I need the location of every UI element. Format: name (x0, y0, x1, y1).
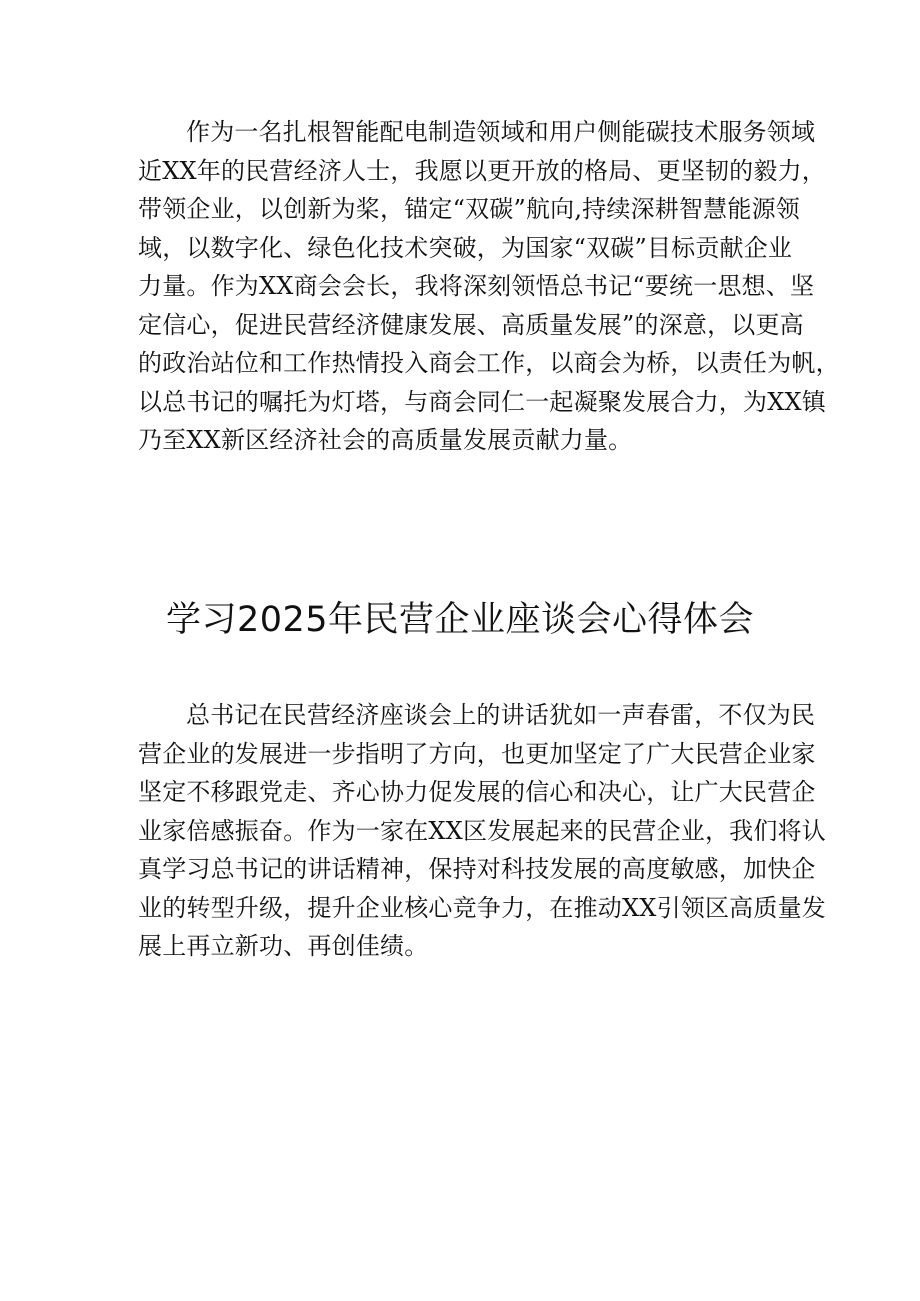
paragraph-line: 业的转型升级，提升企业核心竞争力，在推动XX引领区高质量发 (138, 893, 826, 922)
paragraph-line: 坚定不移跟党走、齐心协力促发展的信心和决心，让广大民营企 (138, 778, 816, 806)
paragraph-line: 展上再立新功、再创佳绩。 (138, 932, 429, 960)
paragraph-line: 乃至XX新区经济社会的高质量发展贡献力量。 (138, 426, 633, 454)
paragraph-line: 以总书记的嘱托为灯塔，与商会同仁一起凝聚发展合力，为XX镇 (138, 387, 826, 416)
section-title: 学习2025年民营企业座谈会心得体会 (165, 600, 755, 640)
paragraph-line: 力量。作为XX商会会长，我将深刻领悟总书记“要统一思想、坚 (138, 272, 815, 300)
paragraph-line: 真学习总书记的讲话精神，保持对科技发展的高度敏感，加快企 (138, 855, 816, 883)
paragraph-line: 定信心，促进民营经济健康发展、高质量发展”的深意，以更高 (138, 310, 804, 339)
paragraph-line: 作为一名扎根智能配电制造领域和用户侧能碳技术服务领域 (186, 118, 816, 146)
paragraph-line: 业家倍感振奋。作为一家在XX区发展起来的民营企业，我们将认 (138, 816, 826, 845)
paragraph-line: 总书记在民营经济座谈会上的讲话犹如一声春雷，不仅为民 (186, 701, 816, 729)
paragraph-line: 的政治站位和工作热情投入商会工作，以商会为桥，以责任为帆， (138, 349, 840, 377)
paragraph-line: 近XX年的民营经济人士，我愿以更开放的格局、更坚韧的毅力， (138, 156, 826, 185)
paragraph-line: 营企业的发展进一步指明了方向，也更加坚定了广大民营企业家 (138, 739, 816, 768)
paragraph-1 (138, 113, 840, 460)
paragraph-2 (138, 696, 826, 966)
paragraph-line: 带领企业，以创新为桨，锚定“双碳”航向,持续深耕智慧能源领 (138, 195, 800, 223)
paragraph-line: 域，以数字化、绿色化技术突破，为国家“双碳”目标贡献企业 (138, 233, 793, 262)
